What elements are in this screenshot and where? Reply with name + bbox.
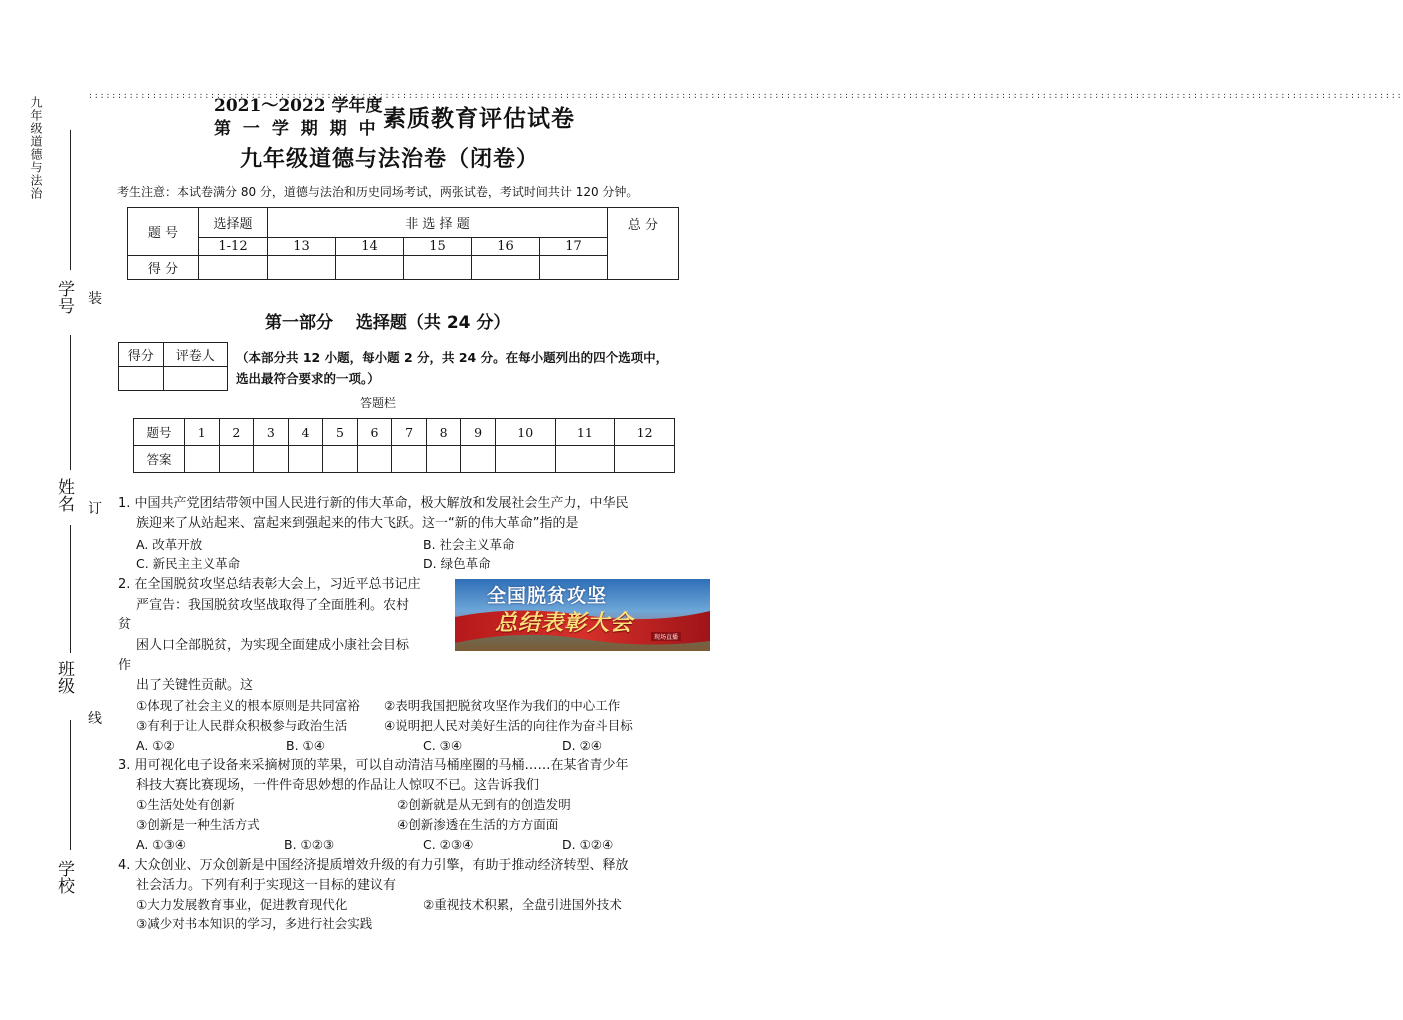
answer-h-no: 题号 [134, 419, 185, 446]
score-cell[interactable] [472, 256, 540, 280]
answer-caption: 答题栏 [360, 396, 397, 410]
banner-badge: 现场直播 [651, 632, 681, 641]
q4-statement-3: ③减少对书本知识的学习，多进行社会实践 [136, 916, 373, 931]
answer-num: 12 [615, 419, 675, 446]
q3-statement-4: ④创新渗透在生活的方方面面 [397, 817, 559, 832]
answer-cell[interactable] [555, 446, 615, 473]
score-cell[interactable] [199, 256, 268, 280]
answer-cell[interactable] [254, 446, 289, 473]
q4-stem-line1: 4. 大众创业、万众创新是中国经济提质增效升级的有力引擎，有助于推动经济转型、释放 [118, 858, 629, 873]
q2-stem-line1: 2. 在全国脱贫攻坚总结表彰大会上，习近平总书记庄 [118, 577, 421, 592]
q2-statement-2: ②表明我国把脱贫攻坚作为我们的中心工作 [384, 698, 621, 713]
q1-stem-line1: 1. 中国共产党团结带领中国人民进行新的伟大革命，极大解放和发展社会生产力，中华民 [118, 496, 629, 511]
answer-cell[interactable] [495, 446, 555, 473]
answer-table [133, 418, 675, 473]
q1-option-d: D. 绿色革命 [423, 556, 491, 571]
school-year: 2021～2022 学年度 [214, 96, 383, 116]
col-14: 14 [336, 238, 404, 256]
q2-option-c: C. ③④ [423, 738, 463, 753]
school-label: 学校 [54, 860, 74, 894]
poverty-conference-banner [455, 579, 710, 651]
q3-statement-3: ③创新是一种生活方式 [136, 817, 260, 832]
col-16: 16 [472, 238, 540, 256]
q2-stem-line2: 严宣告：我国脱贫攻坚战取得了全面胜利。农村 [136, 598, 410, 613]
term: 第 一 学 期 期 中 [214, 119, 379, 139]
exam-title: 素质教育评估试卷 [383, 105, 575, 132]
q3-option-c: C. ②③④ [423, 837, 474, 852]
answer-num: 7 [392, 419, 427, 446]
exam-subtitle: 九年级道德与法治卷（闭卷） [240, 146, 540, 172]
q2-statement-1: ①体现了社会主义的根本原则是共同富裕 [136, 698, 360, 713]
binding-char-zhuang: 装 [88, 286, 102, 310]
q2-statement-4: ④说明把人民对美好生活的向往作为奋斗目标 [384, 718, 633, 733]
q1-option-b: B. 社会主义革命 [423, 537, 515, 552]
score-cell[interactable] [336, 256, 404, 280]
q2-stem-line3: 贫 [118, 617, 132, 632]
grader-table [118, 342, 228, 391]
banner-line2: 总结表彰大会 [495, 610, 634, 636]
q4-statement-1: ①大力发展教育事业，促进教育现代化 [136, 897, 348, 912]
answer-num: 10 [495, 419, 555, 446]
q2-statement-3: ③有利于让人民群众积极参与政治生活 [136, 718, 348, 733]
col-1-12: 1-12 [199, 238, 268, 256]
answer-cell[interactable] [392, 446, 427, 473]
answer-num: 6 [357, 419, 392, 446]
answer-num: 11 [555, 419, 615, 446]
answer-cell[interactable] [615, 446, 675, 473]
exam-notice: 考生注意：本试卷满分 80 分，道德与法治和历史同场考试，两张试卷，考试时间共计 120 分钟。 [117, 185, 639, 199]
col-15: 15 [404, 238, 472, 256]
q2-option-a: A. ①② [136, 738, 175, 753]
col-13: 13 [268, 238, 336, 256]
q3-option-d: D. ①②④ [562, 837, 614, 852]
q3-stem-line2: 科技大赛比赛现场，一件件奇思妙想的作品让人惊叹不已。这告诉我们 [136, 778, 540, 793]
score-table [127, 207, 679, 280]
col-17: 17 [540, 238, 608, 256]
grader-person-cell[interactable] [163, 367, 227, 391]
class-line [70, 525, 71, 653]
th-score: 得 分 [128, 256, 199, 280]
q1-option-c: C. 新民主主义革命 [136, 556, 241, 571]
grader-score-cell[interactable] [119, 367, 164, 391]
th-nonchoice: 非 选 择 题 [268, 208, 608, 238]
answer-num: 9 [461, 419, 496, 446]
answer-cell[interactable] [461, 446, 496, 473]
q3-statement-1: ①生活处处有创新 [136, 797, 235, 812]
q2-option-b: B. ①④ [286, 738, 325, 753]
answer-cell[interactable] [288, 446, 323, 473]
answer-cell[interactable] [357, 446, 392, 473]
score-cell[interactable] [268, 256, 336, 280]
binding-char-ding: 订 [88, 496, 102, 520]
binding-dots: :::::::::::::::::::::::::::::::::::::::::::::::::::::::::::::::::::::::::::::::::::::::::::::::::::::::::::::::::::::::::::::::::::::::::::::::::::::::::::::::::::::::::::::::::::::::::::::::::::::::::::::::::::::::::::::::::: [88, 91, 1403, 100]
student-no-label: 学号 [54, 280, 74, 314]
student-no-line [70, 130, 71, 270]
answer-num: 1 [185, 419, 220, 446]
answer-num: 2 [219, 419, 254, 446]
q3-stem-line1: 3. 用可视化电子设备来采摘树顶的苹果，可以自动清洁马桶座圈的马桶……在某省青少年 [118, 758, 629, 773]
answer-cell[interactable] [323, 446, 358, 473]
name-label: 姓名 [54, 478, 74, 512]
binding-char-xian: 线 [88, 706, 102, 730]
q4-stem-line2: 社会活力。下列有利于实现这一目标的建议有 [136, 878, 397, 893]
answer-cell[interactable] [219, 446, 254, 473]
q3-option-a: A. ①③④ [136, 837, 186, 852]
grader-person-label: 评卷人 [163, 343, 227, 367]
answer-h-ans: 答案 [134, 446, 185, 473]
q3-statement-2: ②创新就是从无到有的创造发明 [397, 797, 571, 812]
score-cell[interactable] [404, 256, 472, 280]
th-question-no: 题 号 [128, 208, 199, 256]
q2-stem-line6: 出了关键性贡献。这 [136, 678, 254, 693]
th-total: 总 分 [608, 208, 679, 280]
answer-num: 5 [323, 419, 358, 446]
q3-option-b: B. ①②③ [284, 837, 335, 852]
answer-num: 3 [254, 419, 289, 446]
answer-num: 8 [426, 419, 461, 446]
answer-cell[interactable] [426, 446, 461, 473]
part1-title: 第一部分 选择题（共 24 分） [265, 313, 511, 333]
q4-statement-2: ②重视技术积累，全盘引进国外技术 [423, 897, 622, 912]
score-cell[interactable] [540, 256, 608, 280]
q1-option-a: A. 改革开放 [136, 537, 203, 552]
q1-stem-line2: 族迎来了从站起来、富起来到强起来的伟大飞跃。这一“新的伟大革命”指的是 [136, 516, 579, 531]
answer-num: 4 [288, 419, 323, 446]
banner-line1: 全国脱贫攻坚 [487, 585, 608, 607]
q2-stem-line4: 困人口全部脱贫，为实现全面建成小康社会目标 [136, 638, 410, 653]
class-label: 班级 [54, 660, 74, 694]
q2-option-d: D. ②④ [562, 738, 602, 753]
school-line [70, 720, 71, 850]
part1-note: （本部分共 12 小题，每小题 2 分，共 24 分。在每小题列出的四个选项中，选出最符合要求的一项。） [236, 350, 669, 386]
answer-cell[interactable] [185, 446, 220, 473]
q2-stem-line5: 作 [118, 658, 132, 673]
name-line [70, 335, 71, 470]
th-choice: 选择题 [199, 208, 268, 238]
grader-score-label: 得分 [119, 343, 164, 367]
sidebar-top-text: 九年级道德与法治 [29, 96, 43, 200]
